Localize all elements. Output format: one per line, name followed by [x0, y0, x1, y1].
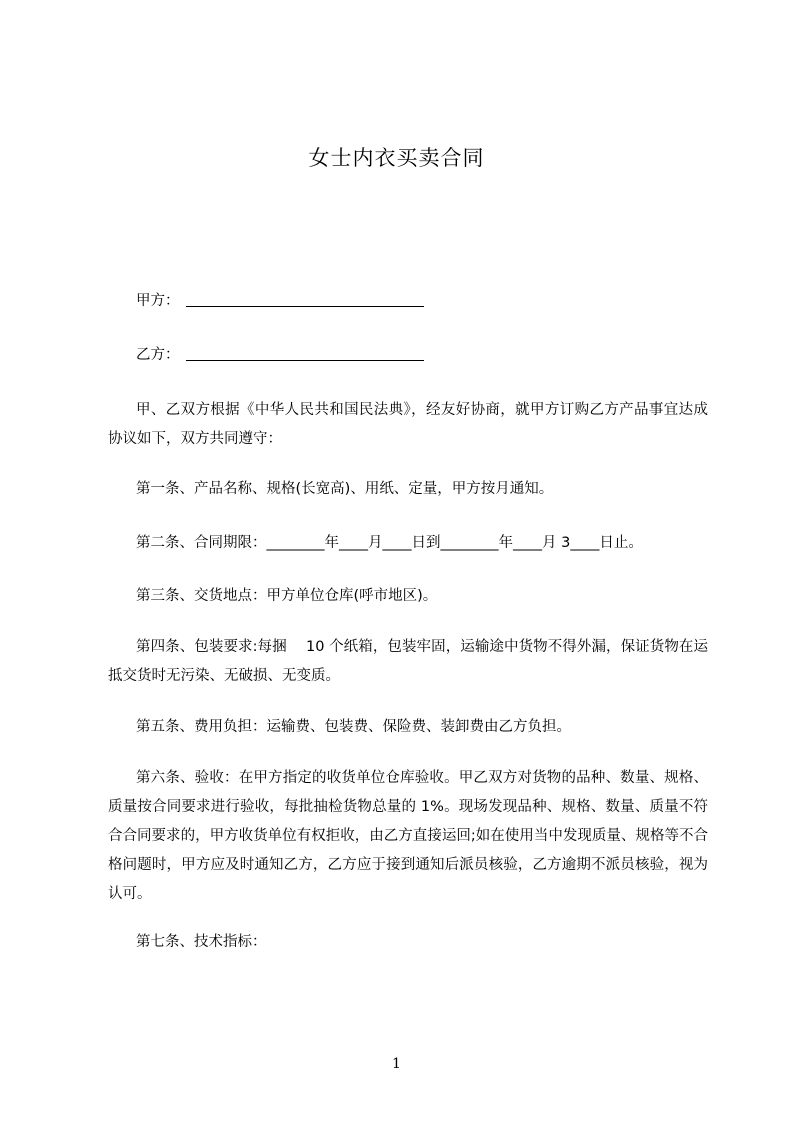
party-a-label: 甲方：: [136, 293, 180, 309]
party-b-blank-line: [186, 360, 424, 361]
party-b-label: 乙方：: [136, 347, 180, 363]
page-number: 1: [392, 1056, 401, 1072]
article-5: 第五条、费用负担：运输费、包装费、保险费、装卸费由乙方负担。: [136, 719, 571, 735]
article-6: 第六条、验收：在甲方指定的收货单位仓库验收。甲乙双方对货物的品种、数量、规格、质量按合同要求进行验收，每批抽检货物总量的 1%。现场发现品种、规格、数量、质量不符合合同要求的，甲方收货单位有权拒收，由乙方直接运回;如在使用当中发现质量、规格等不合格问题时，甲方应及时通知乙方，乙方应于接到通知后派员核验，乙方逾期不派员核验，视为认可。: [108, 770, 708, 902]
intro-paragraph: 甲、乙双方根据《中华人民共和国民法典》，经友好协商，就甲方订购乙方产品事宜达成协议如下，双方共同遵守：: [108, 402, 708, 447]
article-4: 第四条、包装要求:每捆 10 个纸箱，包装牢固，运输途中货物不得外漏，保证货物在运抵交货时无污染、无破损、无变质。: [108, 639, 708, 684]
article-3: 第三条、交货地点：甲方单位仓库(呼市地区)。: [136, 588, 438, 604]
article-7: 第七条、技术指标：: [136, 934, 267, 950]
document-title: 女士内衣买卖合同: [308, 146, 485, 170]
article-1: 第一条、产品名称、规格(长宽高)、用纸、定量，甲方按月通知。: [136, 481, 554, 497]
article-2: 第二条、合同期限：________年____月____日到________年____月 3____日止。: [136, 535, 643, 551]
party-a-blank-line: [186, 306, 424, 307]
